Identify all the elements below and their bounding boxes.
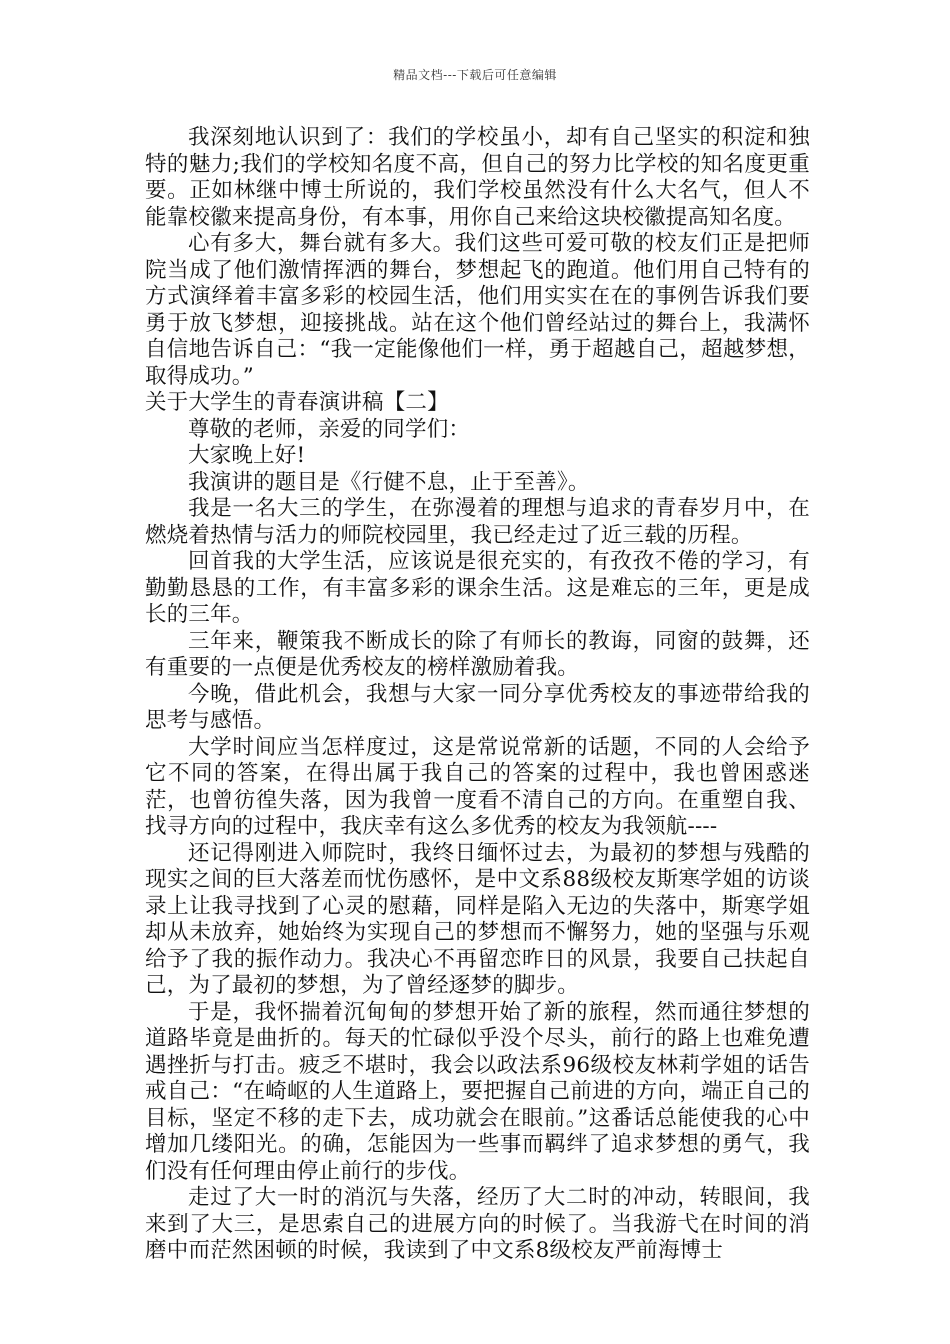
paragraph: 于是，我怀揣着沉甸甸的梦想开始了新的旅程，然而通往梦想的道路毕竟是曲折的。每天的忙碌似乎没个尽头，前行的路上也难免遭遇挫折与打击。疲乏不堪时，我会以政法系96级校友林莉学姐的话告戒自己：“在崎岖的人生道路上，要把握自己前进的方向，端正自己的目标，坚定不移的走下去，成功就会在眼前。”这番话总能使我的心中增加几缕阳光。的确，怎能因为一些事而羁绊了追求梦想的勇气，我们没有任何理由停止前行的步伐。 xyxy=(145,999,810,1184)
page-header: 精品文档---下载后可任意编辑 xyxy=(393,68,557,82)
paragraph: 回首我的大学生活，应该说是很充实的，有孜孜不倦的学习，有勤勤恳恳的工作，有丰富多彩的课余生活。这是难忘的三年，更是成长的三年。 xyxy=(145,549,810,627)
paragraph: 三年来，鞭策我不断成长的除了有师长的教诲，同窗的鼓舞，还有重要的一点便是优秀校友的榜样激励着我。 xyxy=(145,628,810,680)
paragraph: 今晚，借此机会，我想与大家一同分享优秀校友的事迹带给我的思考与感悟。 xyxy=(145,681,810,733)
paragraph: 我是一名大三的学生，在弥漫着的理想与追求的青春岁月中，在燃烧着热情与活力的师院校园里，我已经走过了近三载的历程。 xyxy=(145,496,810,548)
section-heading: 关于大学生的青春演讲稿【二】 xyxy=(145,390,449,415)
paragraph: 还记得刚进入师院时，我终日缅怀过去，为最初的梦想与残酷的现实之间的巨大落差而忧伤感怀，是中文系88级校友斯寒学姐的访谈录上让我寻找到了心灵的慰藉，同样是陷入无边的失落中，斯寒学姐却从未放弃，她始终为实现自己的梦想而不懈努力，她的坚强与乐观给予了我的振作动力。我决心不再留恋昨日的风景，我要自己扶起自己，为了最初的梦想，为了曾经逐梦的脚步。 xyxy=(145,840,810,998)
document-body xyxy=(145,125,810,1265)
paragraph: 走过了大一时的消沉与失落，经历了大二时的冲动，转眼间，我来到了大三，是思索自己的进展方向的时候了。当我游弋在时间的消磨中而茫然困顿的时候，我读到了中文系8级校友严前海博士 xyxy=(145,1185,810,1263)
paragraph: 大学时间应当怎样度过，这是常说常新的话题，不同的人会给予它不同的答案，在得出属于我自己的答案的过程中，我也曾困惑迷茫，也曾彷徨失落，因为我曾一度看不清自己的方向。在重塑自我、找寻方向的过程中，我庆幸有这么多优秀的校友为我领航---- xyxy=(145,734,810,839)
greeting: 大家晚上好! xyxy=(188,443,306,468)
paragraph: 心有多大，舞台就有多大。我们这些可爱可敬的校友们正是把师院当成了他们激情挥洒的舞台，梦想起飞的跑道。他们用自己特有的方式演绎着丰富多彩的校园生活，他们用实实在在的事例告诉我们要勇于放飞梦想，迎接挑战。站在这个他们曾经站过的舞台上，我满怀自信地告诉自己：“我一定能像他们一样，勇于超越自己，超越梦想，取得成功。” xyxy=(145,231,810,389)
speech-title-line: 我演讲的题目是《行健不息，止于至善》。 xyxy=(188,469,590,495)
paragraph: 我深刻地认识到了：我们的学校虽小，却有自己坚实的积淀和独特的魅力;我们的学校知名度不高，但自己的努力比学校的知名度更重要。正如林继中博士所说的，我们学校虽然没有什么大名气，但人不能靠校徽来提高身份，有本事，用你自己来给这块校徽提高知名度。 xyxy=(145,125,810,230)
greeting: 尊敬的老师，亲爱的同学们： xyxy=(188,416,471,442)
